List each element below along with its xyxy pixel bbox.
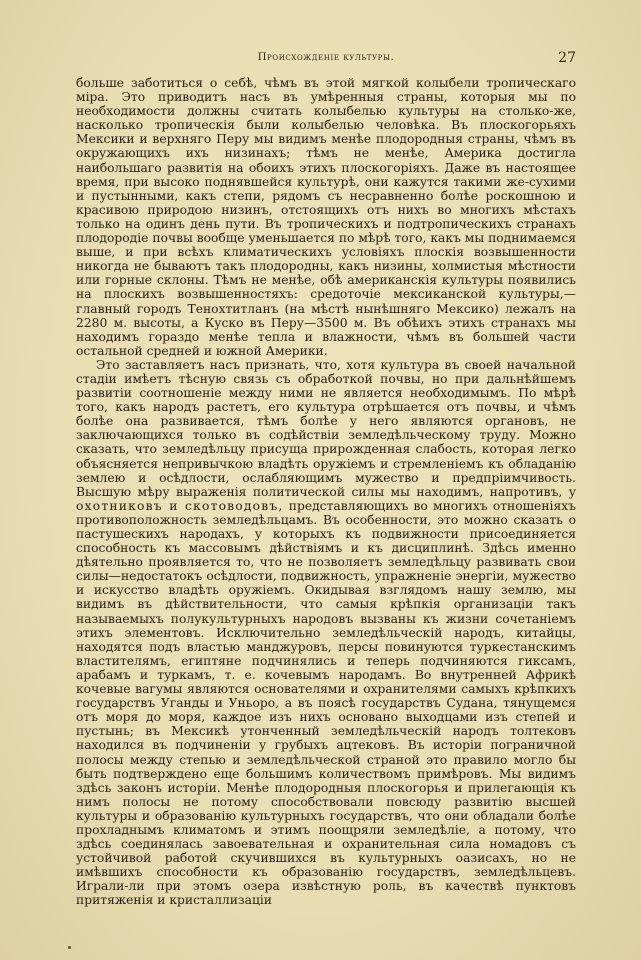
- body-text: [76, 76, 576, 908]
- page-header: [76, 50, 576, 70]
- page-number: 27: [558, 50, 576, 66]
- paragraph-2-spaced-phrase: охотниковъ и скотоводовъ,: [76, 498, 284, 513]
- print-mark: [68, 946, 71, 949]
- paragraph-2-part-2: представляющихъ во многихъ отношенiяхъ противоположность земледѣльцамъ. Въ особенности, это можно сказать о пастушескихъ народахъ, у которыхъ къ подвижности присоединяется способность къ массовымъ дѣйствiямъ и къ дисциплинѣ. Здѣсь именно дѣятельно проявляется то, что не позволяетъ земледѣльцу развивать свои силы—недостатокъ осѣдлости, подвижность, упражненiе энергiи, мужество и искусство владѣть оружiемъ. Окидывая взглядомъ нашу землю, мы видимъ въ дѣйствительности, что самыя крѣпкiя организацiи такъ называемыхъ полукультурныхъ народовъ вызваны къ жизни сочетанiемъ этихъ элементовъ. Исключительно земледѣльческiй народъ, китайцы, находятся подъ властью манджуровъ, персы повинуются туркестанскимъ властителямъ, египтяне подчинялись и теперь подчиняются гиксамъ, арабамъ и туркамъ, т. е. кочевымъ народамъ. Во внутренней Африкѣ кочевые вагумы являются основателями и охранителями самыхъ крѣпкихъ государствъ Уганды и Уньоро, а въ поясѣ государствъ Судана, тянущемся отъ моря до моря, каждое изъ нихъ основано выходцами изъ степей и пустынь; въ Мексикѣ утонченный земледѣльческiй народъ толтековъ находился въ подчиненiи у грубыхъ ацтековъ. Въ исторiи пограничной полосы между степью и земледѣльческой страной это правило могло бы быть подтверждено еще большимъ количествомъ примѣровъ. Мы видимъ здѣсь законъ исторiи. Менѣе плодородныя плоскогорья и прилегающiя къ нимъ полосы не потому способствовали повсюду развитiю высшей культуры и образованiю культурныхъ государствъ, что они обладали болѣе прохладнымъ климатомъ и этимъ поощряли земледѣлiе, а потому, что здѣсь соединялась завоевательная и охранительная сила номадовъ съ устойчивой работой скучившихся въ культурныхъ оазисахъ, но не имѣвшихъ способности къ образованiю государствъ, земледѣльцевъ. Играли-ли при этомъ озера извѣстную роль, въ качествѣ пунктовъ притяженiя и кристаллизацiи: [76, 498, 576, 908]
- paragraph-2: [76, 358, 576, 908]
- paragraph-2-part-1: Это заставляетъ насъ признать, что, хотя культура въ своей начальной стадiи имѣетъ тѣсную связь съ обработкой почвы, но при дальнѣйшемъ развитiи соотношенiе между ними не является необходимымъ. По мѣрѣ того, какъ народъ растетъ, его культура отрѣшается отъ почвы, и чѣмъ болѣе она развивается, тѣмъ болѣе у него являются органовъ, не заключающихся только въ содѣйствiи земледѣльческому труду. Можно сказать, что земледѣльцу присуща прирожденная слабость, которая легко объясняется непривычкою владѣть оружiемъ и стремленiемъ къ обладанiю землею и осѣдлости, ослабляющимъ мужество и предпрiимчивость. Высшую мѣру выраженiя политической силы мы находимъ, напротивъ, у: [76, 357, 576, 499]
- paragraph-1: больше заботиться о себѣ, чѣмъ въ этой мягкой колыбели тропическаго мiра. Это приводитъ насъ въ умѣренныя страны, которыя мы по необходимости должны считать колыбелью культуры на столько-же, насколько тропическiя были колыбелью человѣка. Въ плоскогорьяхъ Мексики и верхняго Перу мы видимъ менѣе плодородныя страны, чѣмъ въ окружающихъ ихъ низинахъ; тѣмъ не менѣе, Америка достигла наибольшаго развитiя на обоихъ этихъ плоскогорiяхъ. Даже въ настоящее время, при высоко поднявшейся культурѣ, они кажутся такими же-сухими и пустынными, какъ степи, рядомъ съ несравненно болѣе роскошною и красивою природою низинъ, отстоящихъ отъ нихъ во многихъ мѣстахъ только на одинъ день пути. Въ тропическихъ и подтропическихъ странахъ плодородiе почвы вообще уменьшается по мѣрѣ того, какъ мы поднимаемся выше, и при всѣхъ климатическихъ условiяхъ плоскiя возвышенности никогда не бываютъ такъ плодородны, какъ низины, холмистыя мѣстности или горные склоны. Тѣмъ не менѣе, обѣ американскiя культуры появились на плоскихъ возвышенностяхъ: средоточiе мексиканской культуры,—главный городъ Тенохтитланъ (на мѣстѣ нынѣшняго Мексико) лежалъ на 2280 м. высоты, а Куско въ Перу—3500 м. Въ обѣихъ этихъ странахъ мы находимъ гораздо менѣе тепла и влажности, чѣмъ въ большей части остальной средней и южной Америки.: [76, 76, 577, 358]
- running-head: Происхожденiе культуры.: [257, 52, 395, 63]
